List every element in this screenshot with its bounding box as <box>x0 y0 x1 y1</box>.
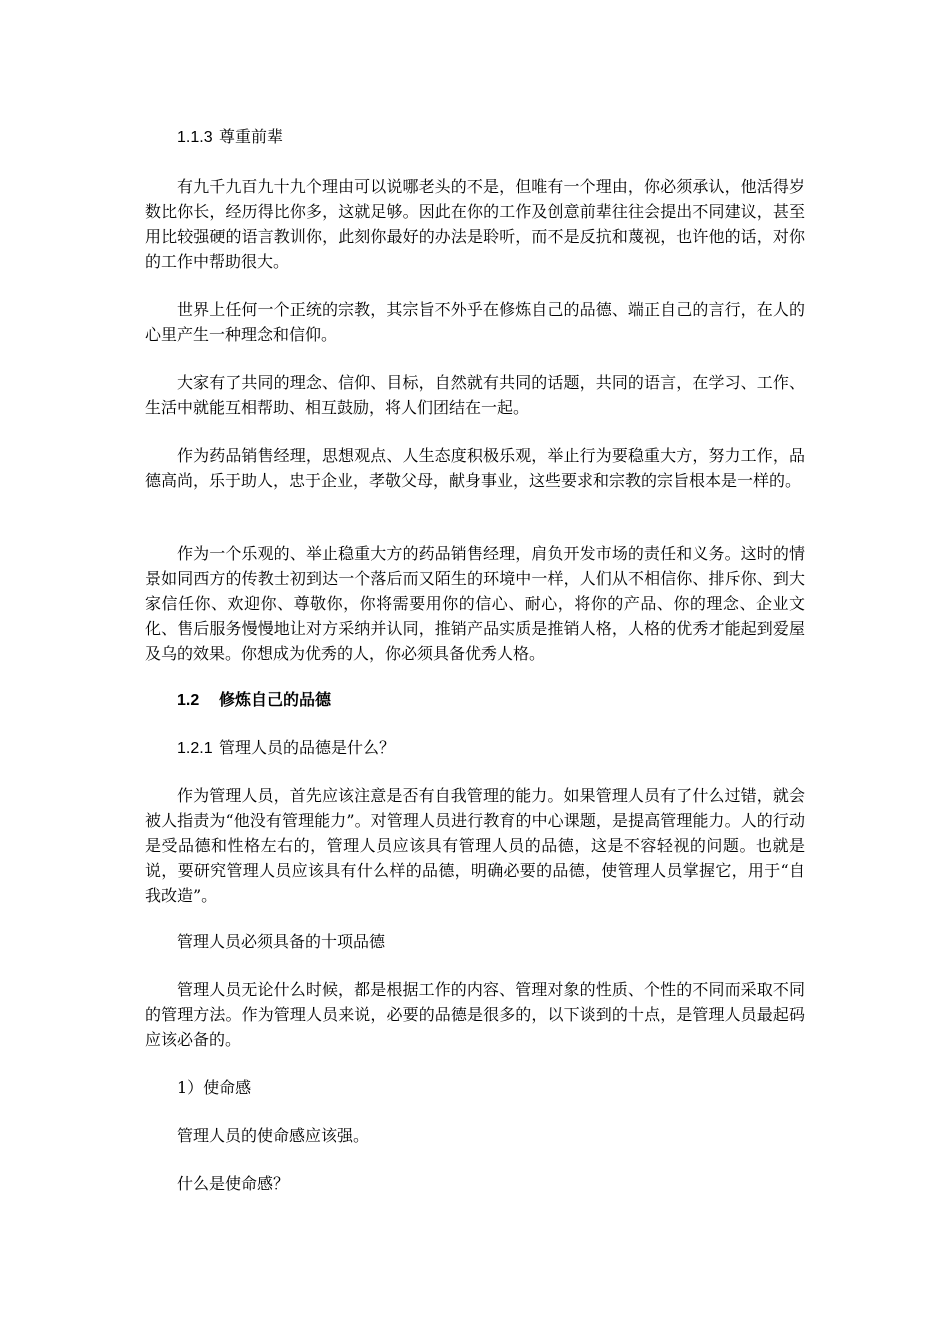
paragraph-missionary: 作为一个乐观的、举止稳重大方的药品销售经理，肩负开发市场的责任和义务。这时的情景如同西方的传教士初到达一个落后而又陌生的环境中一样，人们从不相信你、排斥你、到大家信任你、欢迎你、尊敬你，你将需要用你的信心、耐心，将你的产品、你的理念、企业文化、售后服务慢慢地让对方采纳并认同，推销产品实质是推销人格，人格的优秀才能起到爱屋及乌的效果。你想成为优秀的人，你必须具备优秀人格。 <box>145 544 805 663</box>
heading-1-1-3 <box>145 124 805 150</box>
heading-number: 1.2 <box>177 692 200 709</box>
heading-title: 尊重前辈 <box>219 127 284 146</box>
paragraph-religion: 世界上任何一个正统的宗教，其宗旨不外乎在修炼自己的品德、端正自己的言行，在人的心里产生一种理念和信仰。 <box>145 300 805 344</box>
paragraph-common-belief: 大家有了共同的理念、信仰、目标，自然就有共同的话题，共同的语言，在学习、工作、生活中就能互相帮助、相互鼓励，将人们团结在一起。 <box>145 373 805 417</box>
heading-1-2 <box>145 687 805 713</box>
heading-title: 管理人员的品德是什么？ <box>219 738 396 757</box>
paragraph-ten-virtues-title: 管理人员必须具备的十项品德 <box>177 932 386 951</box>
paragraph-sales-manager: 作为药品销售经理，思想观点、人生态度积极乐观，举止行为要稳重大方，努力工作，品德高尚，乐于助人，忠于企业，孝敬父母，献身事业，这些要求和宗教的宗旨根本是一样的。 <box>145 446 805 490</box>
paragraph-management-methods: 管理人员无论什么时候，都是根据工作的内容、管理对象的性质、个性的不同而采取不同的管理方法。作为管理人员来说，必要的品德是很多的，以下谈到的十点，是管理人员最起码应该必备的。 <box>145 980 805 1049</box>
paragraph-management-ability: 作为管理人员，首先应该注意是否有自我管理的能力。如果管理人员有了什么过错，就会被人指责为“他没有管理能力”。对管理人员进行教育的中心课题，是提高管理能力。人的行动是受品德和性格左右的，管理人员应该具有管理人员的品德，这是不容轻视的问题。也就是说，要研究管理人员应该具有什么样的品德，明确必要的品德，使管理人员掌握它，用于“自我改造”。 <box>145 786 805 905</box>
heading-1-2-1 <box>145 735 805 761</box>
list-item-mission: 1）使命感 <box>177 1078 252 1097</box>
heading-title: 修炼自己的品德 <box>219 690 332 709</box>
paragraph-respect-elders: 有九千九百九十九个理由可以说哪老头的不是，但唯有一个理由，你必须承认，他活得岁数比你长，经历得比你多，这就足够。因此在你的工作及创意前辈往往会提出不同建议，甚至用比较强硬的语言教训你，此刻你最好的办法是聆听，而不是反抗和蔑视，也许他的话，对你的工作中帮助很大。 <box>145 177 805 271</box>
heading-number: 1.2.1 <box>177 740 213 757</box>
heading-number: 1.1.3 <box>177 129 213 146</box>
paragraph-mission-strong: 管理人员的使命感应该强。 <box>177 1126 370 1145</box>
paragraph-what-is-mission: 什么是使命感？ <box>177 1174 290 1193</box>
